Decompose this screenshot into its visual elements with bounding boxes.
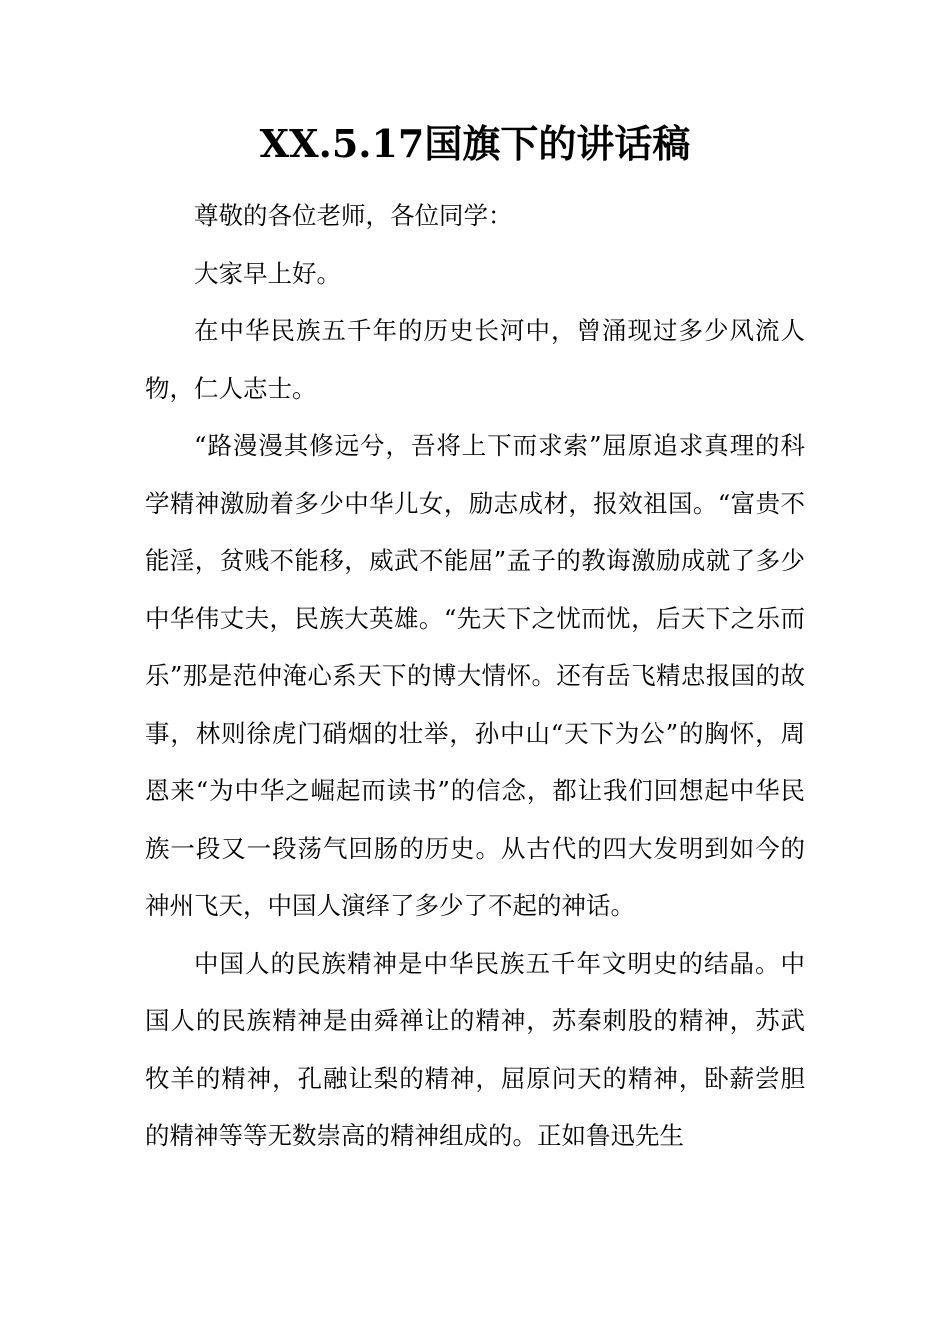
paragraph-heroes: “路漫漫其修远兮，吾将上下而求索”屈原追求真理的科学精神激励着多少中华儿女，励志成材，报效祖国。“富贵不能淫，贫贱不能移，威武不能屈”孟子的教诲激励成就了多少中华伟丈夫，民族大英雄。“先天下之忧而忧，后天下之乐而乐”那是范仲淹心系天下的博大情怀。还有岳飞精忠报国的故事，林则徐虎门硝烟的壮举，孙中山“天下为公”的胸怀，周恩来“为中华之崛起而读书”的信念，都让我们回想起中华民族一段又一段荡气回肠的历史。从古代的四大发明到如今的神州飞天，中国人演绎了多少了不起的神话。 [145, 431, 805, 920]
document-title: XX.5.17国旗下的讲话稿 [259, 121, 691, 166]
document-body [145, 187, 805, 1165]
paragraph-intro: 在中华民族五千年的历史长河中，曾涌现过多少风流人物，仁人志士。 [145, 316, 805, 403]
paragraph-greeting: 大家早上好。 [194, 258, 341, 288]
paragraph-national-spirit: 中国人的民族精神是中华民族五千年文明史的结晶。中国人的民族精神是由舜禅让的精神，苏秦刺股的精神，苏武牧羊的精神，孔融让梨的精神，屈原问天的精神，卧薪尝胆的精神等等无数崇高的精神组成的。正如鲁迅先生 [145, 948, 805, 1150]
paragraph-salutation: 尊敬的各位老师，各位同学： [194, 201, 513, 230]
